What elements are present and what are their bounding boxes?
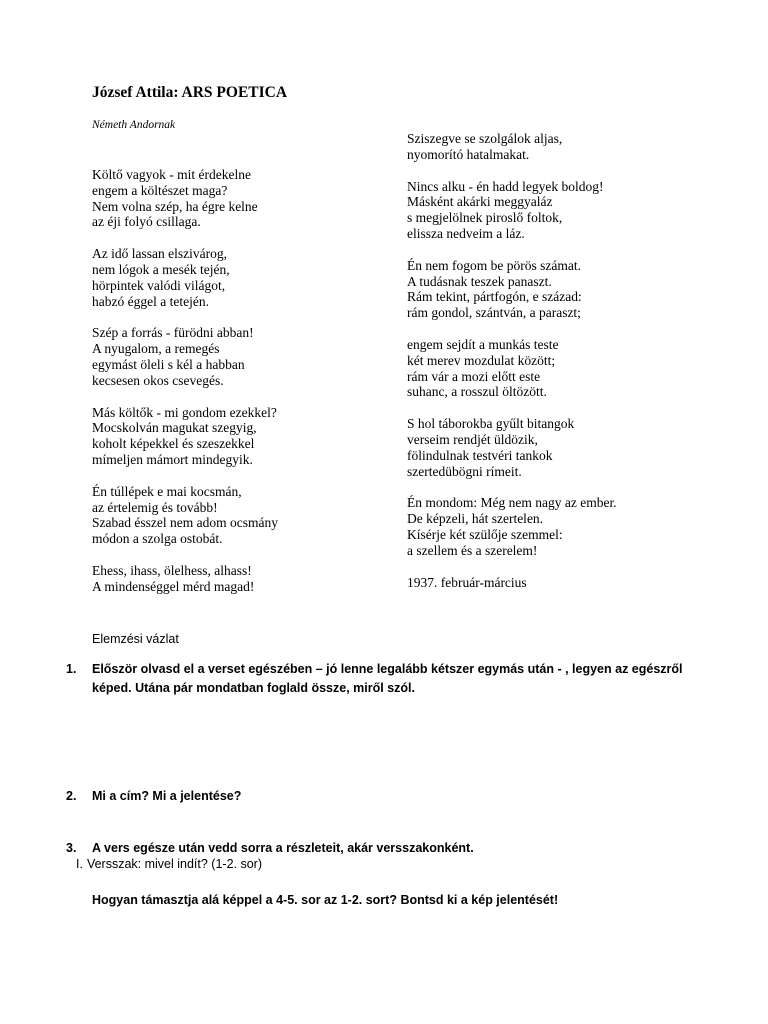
stanza <box>92 484 392 547</box>
question-text-line-2: képed. Utána pár mondatban foglald össze, miről szól. <box>92 681 415 695</box>
poem-line: hörpintek valódi világot, <box>92 277 226 293</box>
analysis-heading: Elemzési vázlat <box>92 632 179 646</box>
poem-line: fölindulnak testvéri tankok <box>407 447 553 463</box>
poem-dedication: Németh Andornak <box>92 119 176 131</box>
poem-line: Nincs alku - én hadd legyek boldog! <box>407 178 604 194</box>
poem-line: De képzeli, hát szertelen. <box>407 511 544 527</box>
stanza <box>407 179 707 242</box>
poem-line: S hol táborokba gyűlt bitangok <box>407 416 575 432</box>
poem-line: rám gondol, szántván, a paraszt; <box>407 305 581 321</box>
poem-line: suhanc, a rosszul öltözött. <box>407 384 547 400</box>
poem-title: József Attila: ARS POETICA <box>92 84 288 101</box>
poem-line: habzó éggel a tetején. <box>92 293 209 309</box>
question-number: 3. <box>66 841 77 855</box>
poem-line: Más költők - mi gondom ezekkel? <box>92 404 277 420</box>
followup-question: Hogyan támasztja alá képpel a 4-5. sor az 1-2. sort? Bontsd ki a kép jelentését! <box>92 893 559 907</box>
roman-numeral: I. <box>76 857 83 871</box>
poem-line: engem sejdít a munkás teste <box>407 336 559 352</box>
poem-column-left <box>92 167 392 611</box>
poem-line: Szabad ésszel nem adom ocsmány <box>92 515 278 531</box>
poem-line: két merev mozdulat között; <box>407 352 556 368</box>
poem-line: koholt képekkel és szeszekkel <box>92 436 255 452</box>
poem-line: nem lógok a mesék tején, <box>92 261 230 277</box>
poem-line: verseim rendjét üldözik, <box>407 431 538 447</box>
poem-line: Az idő lassan elszivárog, <box>92 246 227 262</box>
poem-line: nyomorító hatalmakat. <box>407 146 530 162</box>
stanza <box>407 495 707 558</box>
poem-line: egymást öleli s kél a habban <box>92 356 245 372</box>
poem-line: elissza nedveim a láz. <box>407 225 525 241</box>
poem-line: A mindenséggel mérd magad! <box>92 578 255 594</box>
question-number: 2. <box>66 789 77 803</box>
poem-line: A nyugalom, a remegés <box>92 341 220 357</box>
sub-question-text: Versszak: mivel indít? (1-2. sor) <box>86 857 263 871</box>
poem-line: Másként akárki meggyaláz <box>407 194 553 210</box>
sub-question-1 <box>76 856 262 872</box>
poem-date: 1937. február-március <box>407 574 527 590</box>
poem-line: Én nem fogom be pörös számat. <box>407 257 581 273</box>
poem-line: Sziszegve se szolgálok aljas, <box>407 131 563 146</box>
poem-line: szertedübögni rímeit. <box>407 463 522 479</box>
stanza <box>92 405 392 468</box>
poem-line: kecsesen okos csevegés. <box>92 372 224 388</box>
question-text: A vers egésze után vedd sorra a részleteit, akár versszakonként. <box>92 841 474 855</box>
poem-line: Mocskolván magukat szegyig, <box>92 420 257 436</box>
poem-line: mímeljen mámort mindegyik. <box>92 451 253 467</box>
poem-line: Kísérje két szülője szemmel: <box>407 526 563 542</box>
stanza <box>92 325 392 388</box>
poem-line: a szellem és a szerelem! <box>407 542 538 558</box>
stanza <box>407 416 707 479</box>
question-text: Mi a cím? Mi a jelentése? <box>92 789 242 803</box>
stanza <box>407 131 707 163</box>
poem-line: Rám tekint, pártfogón, e század: <box>407 289 582 305</box>
poem-line: A tudásnak teszek panaszt. <box>407 273 552 289</box>
poem-line: Költő vagyok - mit érdekelne <box>92 167 251 182</box>
poem-line: az éji folyó csillaga. <box>92 214 201 230</box>
poem-line: engem a költészet maga? <box>92 182 228 198</box>
stanza <box>407 337 707 400</box>
poem-line: Én mondom: Még nem nagy az ember. <box>407 495 617 511</box>
poem-line: Nem volna szép, ha égre kelne <box>92 198 258 214</box>
question-number: 1. <box>66 662 77 676</box>
poem-line: Szép a forrás - fürödni abban! <box>92 325 254 341</box>
poem-line: Ehess, ihass, ölelhess, alhass! <box>92 562 252 578</box>
question-2 <box>0 787 768 807</box>
poem-line: az értelemig és tovább! <box>92 499 218 515</box>
question-1 <box>0 660 768 700</box>
poem-line: rám vár a mozi előtt este <box>407 368 541 384</box>
poem-line: s megjelölnek piroslő foltok, <box>407 210 563 226</box>
stanza <box>92 167 392 230</box>
stanza <box>92 563 392 595</box>
poem-column-right <box>407 131 707 590</box>
question-text-line-1: Először olvasd el a verset egészében – jó lenne legalább kétszer egymás után - , legyen az egészről <box>92 662 683 676</box>
stanza <box>92 246 392 309</box>
poem-line: módon a szolga ostobát. <box>92 531 223 547</box>
poem-line: Én túllépek e mai kocsmán, <box>92 483 242 499</box>
stanza <box>407 258 707 321</box>
